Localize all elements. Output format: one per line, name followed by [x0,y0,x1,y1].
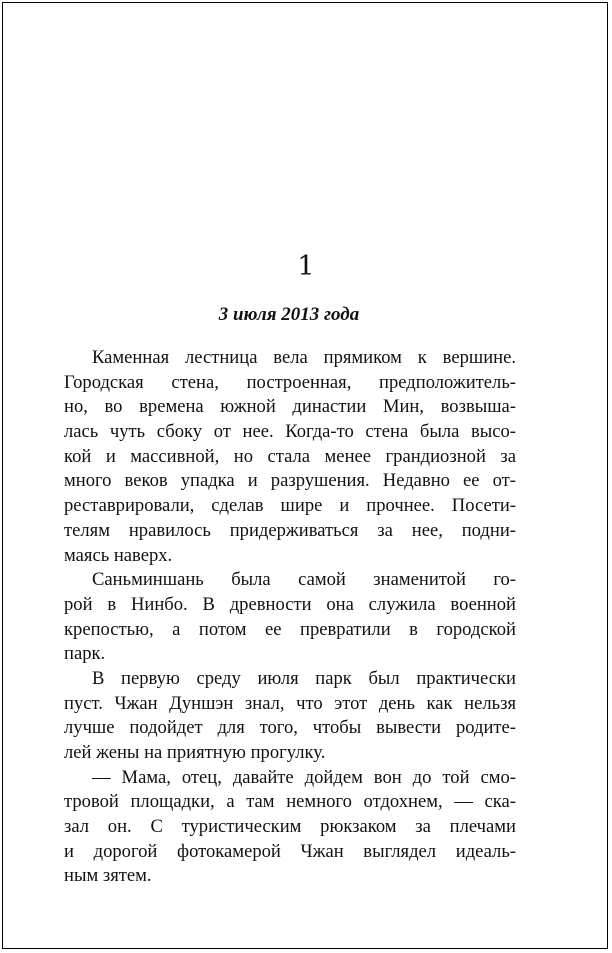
text-line: тровой площадки, а там немного отдохнем, — ска- [64,791,516,813]
text-line: Городская стена, построенная, предположитель- [64,371,516,393]
text-line: лей жены на приятную прогулку. [64,742,326,763]
text-line: но, во времена южной династии Мин, возвыша- [64,396,516,418]
text-line: крепостью, а потом ее превратили в городской [64,618,516,640]
chapter-date: 3 июля 2013 года [218,304,360,325]
text-line: Саньминшань была самой знаменитой го- [92,569,516,591]
chapter-number: 1 [297,251,315,282]
text-line: — Мама, отец, давайте дойдем вон до той смо- [92,766,516,788]
text-line: ным зятем. [64,865,152,887]
text-line: лучше подойдет для того, чтобы вывести родите- [64,717,516,739]
text-line: пуст. Чжан Дуншэн знал, что этот день как нельзя [64,692,516,714]
body-text [64,346,516,889]
text-line: и дорогой фотокамерой Чжан выглядел идеаль- [64,840,516,862]
text-line: рой в Нинбо. В древности она служила военной [64,593,516,615]
text-line: зал он. С туристическим рюкзаком за плечами [64,816,516,838]
text-line: кой и массивной, но стала менее грандиозной за [64,445,516,467]
text-line: В первую среду июля парк был практически [92,667,516,689]
text-line: телям нравилось придерживаться за нее, подни- [64,519,516,541]
text-line: маясь наверх. [64,544,173,566]
text-line: парк. [64,643,106,665]
text-line: Каменная лестница вела прямиком к вершине. [92,347,516,368]
text-line: лась чуть сбоку от нее. Когда-то стена была высо- [64,421,516,443]
text-line: реставрировали, сделав шире и прочнее. Посети- [64,495,516,517]
text-line: много веков упадка и разрушения. Недавно ее от- [64,470,516,492]
